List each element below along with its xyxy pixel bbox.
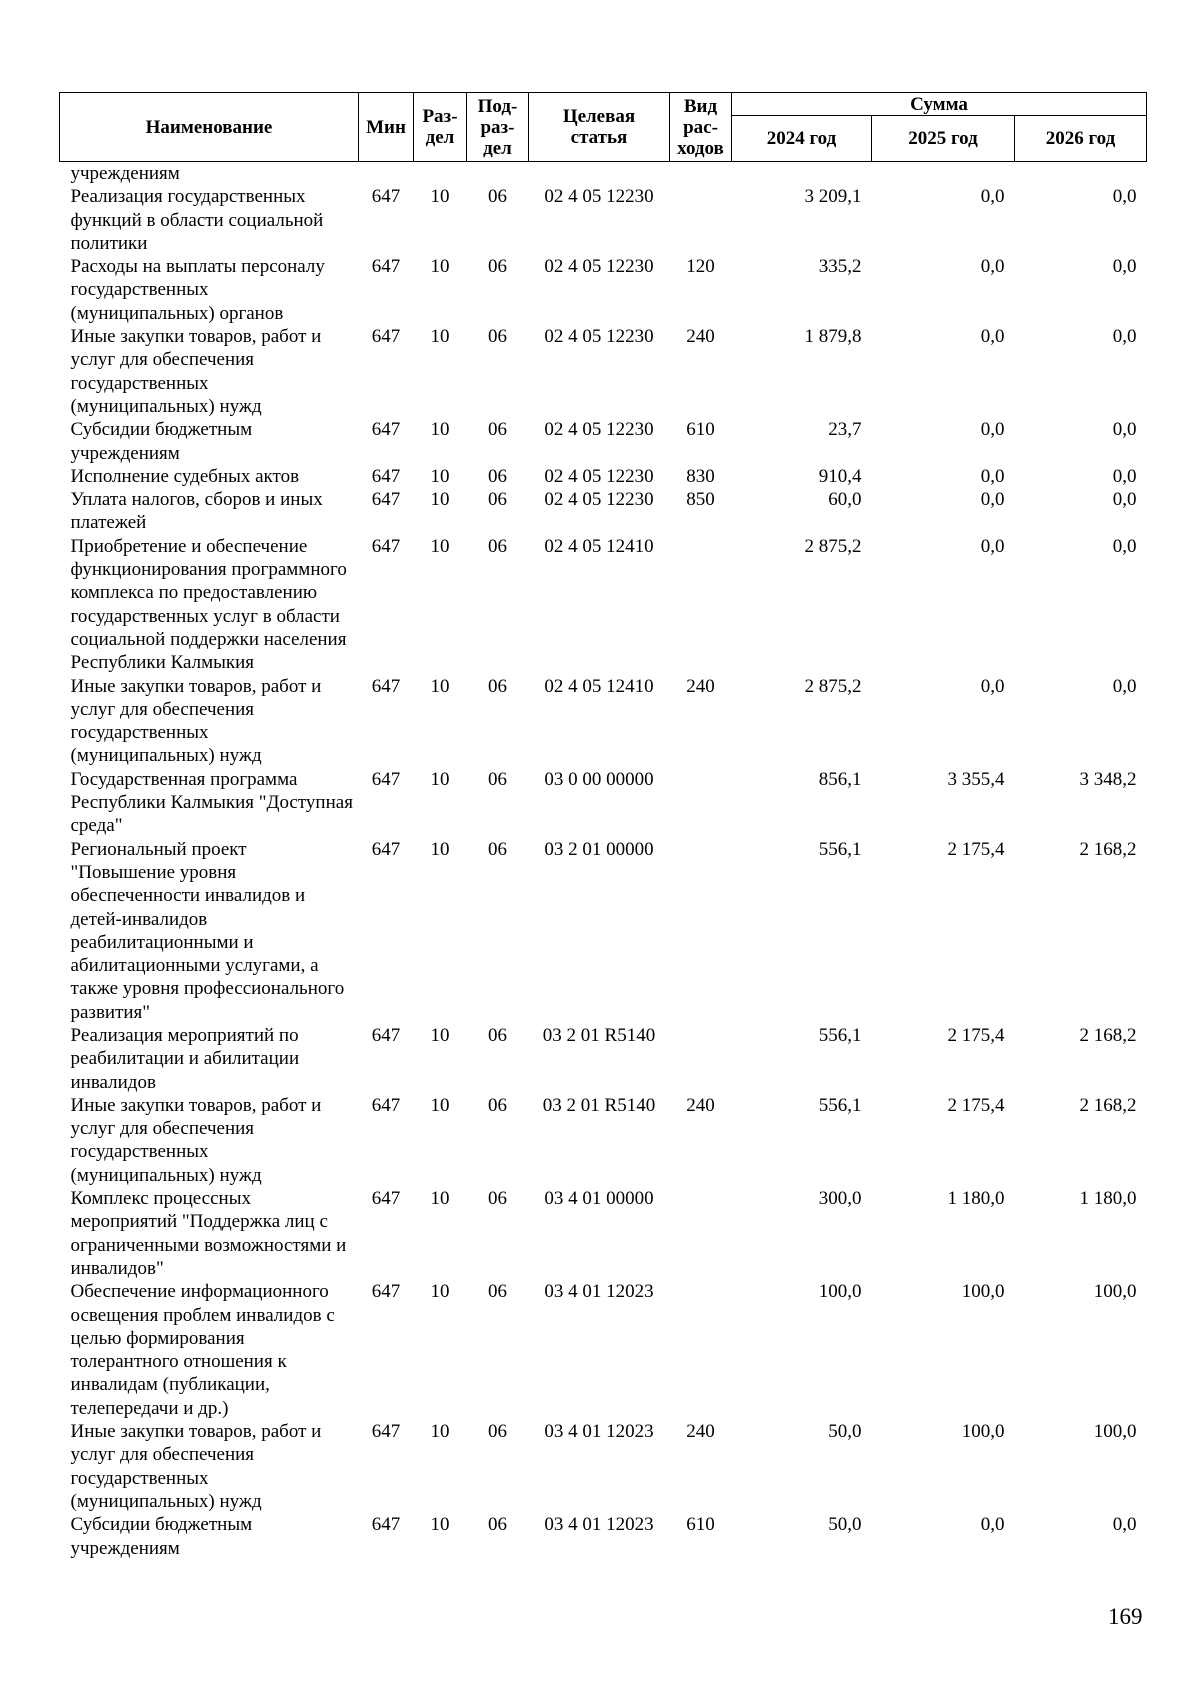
cell-razdel: 10 xyxy=(430,1281,450,1303)
cell-name: Уплата налогов, сборов и иных платежей xyxy=(70,489,323,534)
cell-min: 647 xyxy=(371,1094,401,1116)
cell-name: Иные закупки товаров, работ и услуг для обеспечения государственных (муниципальных) нужд xyxy=(70,1094,322,1186)
cell-name: Иные закупки товаров, работ и услуг для обеспечения государственных (муниципальных) нужд xyxy=(70,1421,322,1512)
cell-min: 647 xyxy=(371,1514,401,1536)
cell-2025: 0,0 xyxy=(980,535,1005,557)
table-row xyxy=(60,838,1147,1024)
cell-podrazdel: 06 xyxy=(488,675,507,697)
cell-2024: 50,0 xyxy=(828,1421,862,1443)
cell-razdel: 10 xyxy=(430,186,450,208)
cell-razdel: 10 xyxy=(430,419,450,441)
cell-2024: 1 879,8 xyxy=(804,326,862,348)
cell-name: Государственная программа Республики Калмыкия "Доступная среда" xyxy=(70,768,353,837)
cell-vid: 120 xyxy=(686,256,715,278)
cell-podrazdel: 06 xyxy=(488,256,507,278)
cell-2024: 910,4 xyxy=(818,465,862,487)
cell-podrazdel: 06 xyxy=(488,1094,507,1116)
cell-min: 647 xyxy=(371,675,401,697)
cell-vid: 610 xyxy=(686,419,715,441)
cell-razdel: 10 xyxy=(430,1094,450,1116)
cell-celevaya: 03 2 01 R5140 xyxy=(542,1024,656,1046)
cell-celevaya: 03 0 00 00000 xyxy=(544,768,654,790)
header-min: Мин xyxy=(359,93,414,162)
cell-2026: 0,0 xyxy=(1112,419,1137,441)
cell-2024: 2 875,2 xyxy=(804,535,862,557)
cell-celevaya: 03 4 01 12023 xyxy=(544,1281,654,1303)
cell-razdel: 10 xyxy=(430,1514,450,1536)
table-row xyxy=(60,1420,1147,1513)
cell-name: Региональный проект "Повышение уровня обеспеченности инвалидов и детей-инвалидов реабилитационными и абилитационными услугами, а также уровня профессионального развития" xyxy=(70,838,345,1023)
table-row xyxy=(60,535,1147,675)
cell-podrazdel: 06 xyxy=(488,1188,507,1210)
cell-celevaya: 03 2 01 R5140 xyxy=(542,1094,656,1116)
cell-celevaya: 03 4 01 12023 xyxy=(544,1514,654,1536)
cell-podrazdel: 06 xyxy=(488,1421,507,1443)
cell-name: учреждениям xyxy=(70,163,180,184)
table-body xyxy=(60,162,1147,1560)
cell-razdel: 10 xyxy=(430,256,450,278)
cell-razdel: 10 xyxy=(430,465,450,487)
cell-2026: 0,0 xyxy=(1112,256,1137,278)
cell-2024: 2 875,2 xyxy=(804,675,862,697)
cell-razdel: 10 xyxy=(430,489,450,511)
cell-vid: 240 xyxy=(686,675,715,697)
cell-2026: 100,0 xyxy=(1093,1281,1137,1303)
cell-min: 647 xyxy=(371,1188,401,1210)
cell-2025: 2 175,4 xyxy=(947,1024,1005,1046)
cell-2024: 300,0 xyxy=(818,1188,862,1210)
cell-celevaya: 02 4 05 12230 xyxy=(544,326,654,348)
table-row xyxy=(60,325,1147,418)
cell-name: Субсидии бюджетным учреждениям xyxy=(70,419,253,464)
cell-vid xyxy=(670,185,732,255)
cell-celevaya: 02 4 05 12410 xyxy=(544,675,654,697)
cell-min: 647 xyxy=(371,838,401,860)
cell-2025: 0,0 xyxy=(980,186,1005,208)
cell-min: 647 xyxy=(371,186,401,208)
cell-2025 xyxy=(872,162,1015,186)
cell-name: Реализация государственных функций в области социальной политики xyxy=(70,186,324,254)
cell-podrazdel: 06 xyxy=(488,465,507,487)
header-vid: Вид рас- ходов xyxy=(670,93,732,162)
cell-2025: 0,0 xyxy=(980,675,1005,697)
cell-podrazdel: 06 xyxy=(488,1514,507,1536)
cell-podrazdel: 06 xyxy=(488,768,507,790)
table-header xyxy=(60,93,1147,162)
cell-vid xyxy=(670,768,732,838)
cell-razdel: 10 xyxy=(430,535,450,557)
cell-celevaya: 03 4 01 12023 xyxy=(544,1421,654,1443)
cell-razdel: 10 xyxy=(430,1188,450,1210)
table-row xyxy=(60,1024,1147,1094)
cell-podrazdel: 06 xyxy=(488,535,507,557)
cell-celevaya: 02 4 05 12230 xyxy=(544,489,654,511)
table-row xyxy=(60,255,1147,325)
cell-vid xyxy=(670,1024,732,1094)
cell-vid xyxy=(670,1280,732,1420)
table-row xyxy=(60,185,1147,255)
cell-min: 647 xyxy=(371,419,401,441)
cell-celevaya: 02 4 05 12230 xyxy=(544,465,654,487)
table-row xyxy=(60,488,1147,535)
cell-2026: 100,0 xyxy=(1093,1421,1137,1443)
cell-2026: 0,0 xyxy=(1112,465,1137,487)
table-row xyxy=(60,162,1147,186)
cell-2025: 100,0 xyxy=(961,1421,1005,1443)
cell-name: Приобретение и обеспечение функционирования программного комплекса по предоставлению государственных услуг в области социальной поддержки населения Республики Калмыкия xyxy=(70,535,347,674)
cell-2026: 0,0 xyxy=(1112,489,1137,511)
cell-razdel: 10 xyxy=(430,838,450,860)
cell-2024: 335,2 xyxy=(818,256,862,278)
cell-celevaya: 02 4 05 12230 xyxy=(544,186,654,208)
cell-name: Иные закупки товаров, работ и услуг для обеспечения государственных (муниципальных) нужд xyxy=(70,326,322,417)
cell-2026: 2 168,2 xyxy=(1079,1094,1137,1116)
cell-min: 647 xyxy=(371,768,401,790)
cell-min: 647 xyxy=(371,489,401,511)
cell-vid: 240 xyxy=(686,326,715,348)
cell-2025: 100,0 xyxy=(961,1281,1005,1303)
cell-vid xyxy=(670,162,732,186)
cell-2024: 60,0 xyxy=(828,489,862,511)
cell-podrazdel: 06 xyxy=(488,489,507,511)
cell-celevaya: 03 4 01 00000 xyxy=(544,1188,654,1210)
cell-vid: 240 xyxy=(686,1421,715,1443)
cell-2024 xyxy=(732,162,872,186)
cell-2024: 856,1 xyxy=(818,768,862,790)
cell-2025: 1 180,0 xyxy=(947,1188,1005,1210)
cell-razdel xyxy=(414,162,467,186)
table-row xyxy=(60,675,1147,768)
header-summa: Сумма xyxy=(732,93,1147,116)
cell-name: Реализация мероприятий по реабилитации и абилитации инвалидов xyxy=(70,1024,300,1093)
cell-vid xyxy=(670,535,732,675)
cell-razdel: 10 xyxy=(430,1024,450,1046)
cell-2024: 50,0 xyxy=(828,1514,862,1536)
cell-podrazdel: 06 xyxy=(488,838,507,860)
page-number: 169 xyxy=(1108,1604,1143,1629)
document-page xyxy=(59,92,1146,1560)
cell-razdel: 10 xyxy=(430,675,450,697)
cell-celevaya: 02 4 05 12230 xyxy=(544,256,654,278)
header-celevaya: Целевая статья xyxy=(529,93,670,162)
cell-2026: 2 168,2 xyxy=(1079,1024,1137,1046)
cell-razdel: 10 xyxy=(430,768,450,790)
cell-vid: 610 xyxy=(686,1514,715,1536)
cell-vid: 850 xyxy=(686,489,715,511)
header-2025: 2025 год xyxy=(872,116,1015,162)
cell-2026: 0,0 xyxy=(1112,326,1137,348)
cell-name: Исполнение судебных актов xyxy=(70,465,300,487)
cell-min: 647 xyxy=(371,535,401,557)
cell-2026: 0,0 xyxy=(1112,535,1137,557)
header-2024: 2024 год xyxy=(732,116,872,162)
cell-2024: 556,1 xyxy=(818,838,862,860)
cell-podrazdel: 06 xyxy=(488,186,507,208)
cell-celevaya xyxy=(529,162,670,186)
cell-celevaya: 02 4 05 12410 xyxy=(544,535,654,557)
cell-razdel: 10 xyxy=(430,1421,450,1443)
cell-2025: 0,0 xyxy=(980,489,1005,511)
cell-vid: 830 xyxy=(686,465,715,487)
cell-min: 647 xyxy=(371,326,401,348)
cell-min xyxy=(359,162,414,186)
header-podrazdel: Под- раз- дел xyxy=(467,93,529,162)
cell-podrazdel: 06 xyxy=(488,1281,507,1303)
table-row xyxy=(60,1513,1147,1560)
cell-2024: 23,7 xyxy=(828,419,862,441)
cell-min: 647 xyxy=(371,1421,401,1443)
cell-2026: 0,0 xyxy=(1112,186,1137,208)
header-name: Наименование xyxy=(60,93,359,162)
cell-2025: 2 175,4 xyxy=(947,1094,1005,1116)
table-row xyxy=(60,465,1147,488)
cell-vid xyxy=(670,838,732,1024)
cell-2026: 0,0 xyxy=(1112,1514,1137,1536)
cell-2024: 556,1 xyxy=(818,1094,862,1116)
cell-min: 647 xyxy=(371,1281,401,1303)
cell-2024: 556,1 xyxy=(818,1024,862,1046)
cell-name: Иные закупки товаров, работ и услуг для обеспечения государственных (муниципальных) нужд xyxy=(70,675,322,767)
cell-2025: 0,0 xyxy=(980,419,1005,441)
cell-2026 xyxy=(1015,162,1147,186)
cell-2025: 3 355,4 xyxy=(947,768,1005,790)
cell-vid xyxy=(670,1187,732,1280)
table-row xyxy=(60,1280,1147,1420)
cell-2025: 0,0 xyxy=(980,256,1005,278)
cell-celevaya: 02 4 05 12230 xyxy=(544,419,654,441)
cell-2024: 3 209,1 xyxy=(804,186,862,208)
cell-min: 647 xyxy=(371,256,401,278)
cell-2026: 1 180,0 xyxy=(1079,1188,1137,1210)
cell-2026: 2 168,2 xyxy=(1079,838,1137,860)
table-row xyxy=(60,768,1147,838)
cell-vid: 240 xyxy=(686,1094,715,1116)
table-row xyxy=(60,1094,1147,1187)
cell-2024: 100,0 xyxy=(818,1281,862,1303)
cell-name: Обеспечение информационного освещения проблем инвалидов с целью формирования толерантного отношения к инвалидам (публикации, телепередачи и др.) xyxy=(70,1281,335,1419)
table-row xyxy=(60,1187,1147,1280)
cell-podrazdel xyxy=(467,162,529,186)
cell-min: 647 xyxy=(371,465,401,487)
cell-name: Расходы на выплаты персоналу государственных (муниципальных) органов xyxy=(70,256,325,324)
cell-2025: 0,0 xyxy=(980,326,1005,348)
cell-podrazdel: 06 xyxy=(488,1024,507,1046)
cell-podrazdel: 06 xyxy=(488,419,507,441)
header-razdel: Раз- дел xyxy=(414,93,467,162)
table-row xyxy=(60,418,1147,465)
cell-2025: 2 175,4 xyxy=(947,838,1005,860)
cell-razdel: 10 xyxy=(430,326,450,348)
cell-2025: 0,0 xyxy=(980,1514,1005,1536)
cell-name: Субсидии бюджетным учреждениям xyxy=(70,1514,253,1559)
header-2026: 2026 год xyxy=(1015,116,1147,162)
budget-table xyxy=(59,92,1147,1560)
cell-2026: 3 348,2 xyxy=(1079,768,1137,790)
cell-2026: 0,0 xyxy=(1112,675,1137,697)
cell-min: 647 xyxy=(371,1024,401,1046)
cell-2025: 0,0 xyxy=(980,465,1005,487)
cell-celevaya: 03 2 01 00000 xyxy=(544,838,654,860)
cell-name: Комплекс процессных мероприятий "Поддержка лиц с ограниченными возможностями и инвалидов" xyxy=(70,1188,347,1279)
cell-podrazdel: 06 xyxy=(488,326,507,348)
